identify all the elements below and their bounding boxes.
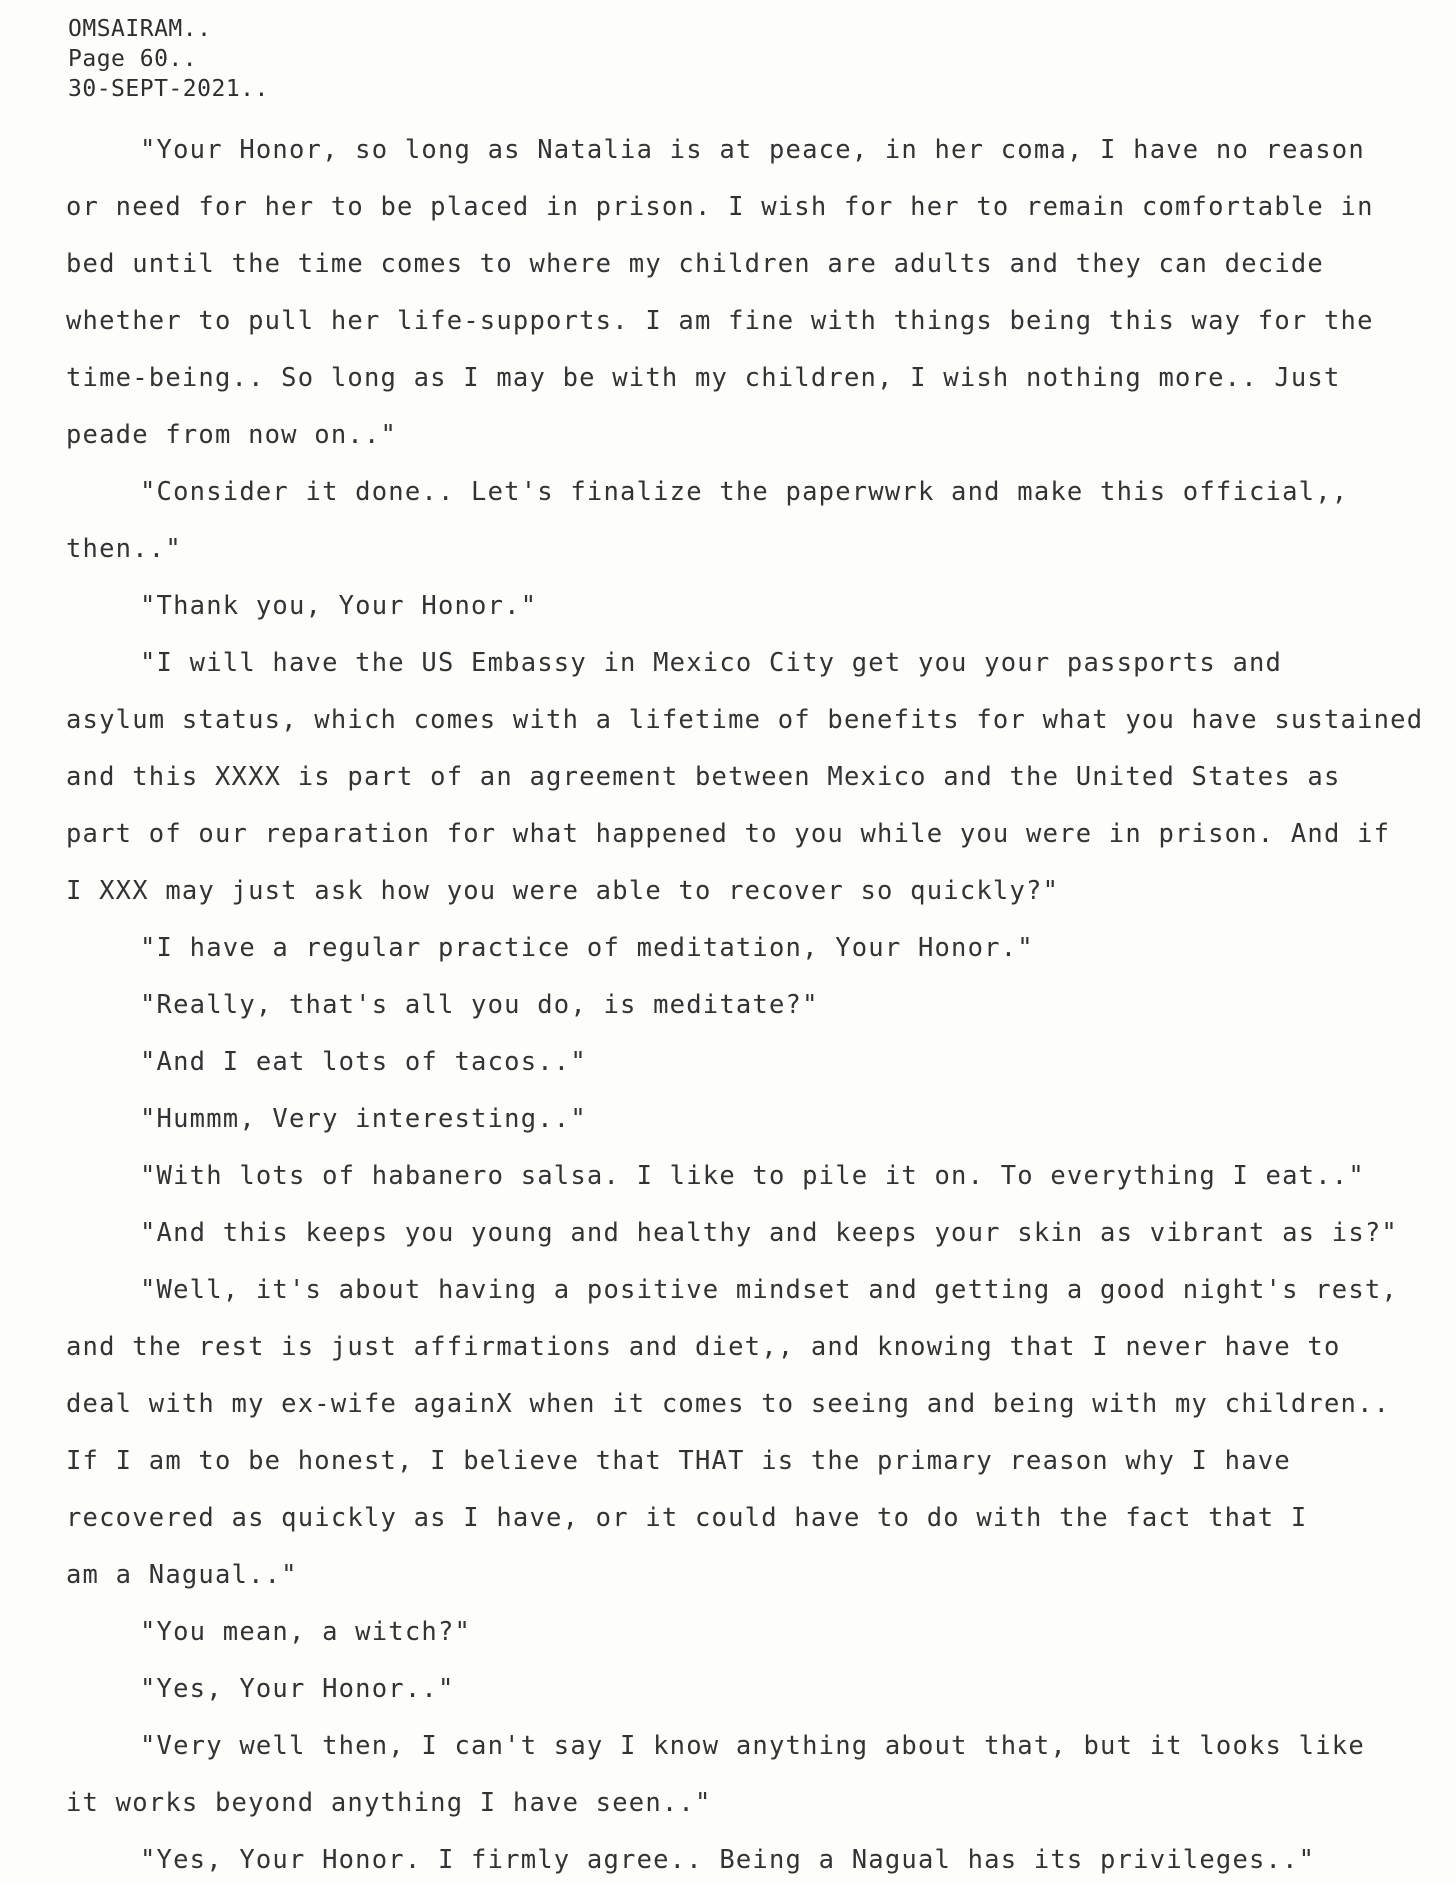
text-line: "You mean, a witch?" <box>140 1617 472 1647</box>
text-line: "Hummm, Very interesting.." <box>140 1104 587 1134</box>
text-line: it works beyond anything I have seen.." <box>66 1788 712 1818</box>
text-line: "Really, that's all you do, is meditate?" <box>140 990 819 1020</box>
text-line: "And I eat lots of tacos.." <box>140 1047 587 1077</box>
text-line: "With lots of habanero salsa. I like to pile it on. To everything I eat.." <box>140 1161 1365 1191</box>
text-line: peade from now on.." <box>66 420 398 450</box>
text-line: or need for her to be placed in prison. I wish for her to remain comfortable in <box>66 192 1374 222</box>
text-line: then.." <box>66 534 182 564</box>
header-title: OMSAIRAM.. <box>68 16 212 42</box>
text-line: time-being.. So long as I may be with my children, I wish nothing more.. Just <box>66 363 1341 393</box>
text-line: deal with my ex-wife againX when it comes to seeing and being with my children.. <box>66 1389 1391 1419</box>
text-line: am a Nagual.." <box>66 1560 298 1590</box>
page-header <box>68 14 269 104</box>
text-line: part of our reparation for what happened to you while you were in prison. And if <box>66 819 1391 849</box>
body-text <box>66 122 1456 1889</box>
text-line: "I will have the US Embassy in Mexico City get you your passports and <box>140 648 1283 678</box>
text-line: "Consider it done.. Let's finalize the paperwwrk and make this official,, <box>140 477 1349 507</box>
text-line: recovered as quickly as I have, or it could have to do with the fact that I <box>66 1503 1308 1533</box>
text-line: "And this keeps you young and healthy and keeps your skin as vibrant as is?" <box>140 1218 1398 1248</box>
text-line: "Yes, Your Honor. I firmly agree.. Being a Nagual has its privileges.." <box>140 1845 1316 1875</box>
text-line: "I have a regular practice of meditation, Your Honor." <box>140 933 1034 963</box>
text-line: "Yes, Your Honor.." <box>140 1674 455 1704</box>
text-line: "Well, it's about having a positive mindset and getting a good night's rest, <box>140 1275 1398 1305</box>
text-line: If I am to be honest, I believe that THAT is the primary reason why I have <box>66 1446 1291 1476</box>
text-line: "Very well then, I can't say I know anything about that, but it looks like <box>140 1731 1365 1761</box>
header-date: 30-SEPT-2021.. <box>68 76 269 102</box>
text-line: I XXX may just ask how you were able to recover so quickly?" <box>66 876 1060 906</box>
text-line: and this XXXX is part of an agreement between Mexico and the United States as <box>66 762 1341 792</box>
text-line: whether to pull her life-supports. I am fine with things being this way for the <box>66 306 1374 336</box>
text-line: "Your Honor, so long as Natalia is at peace, in her coma, I have no reason <box>140 135 1365 165</box>
text-line: asylum status, which comes with a lifetime of benefits for what you have sustained <box>66 705 1424 735</box>
text-line: "Thank you, Your Honor." <box>140 591 538 621</box>
text-line: bed until the time comes to where my children are adults and they can decide <box>66 249 1324 279</box>
header-page-number: Page 60.. <box>68 46 198 72</box>
text-line: and the rest is just affirmations and diet,, and knowing that I never have to <box>66 1332 1341 1362</box>
